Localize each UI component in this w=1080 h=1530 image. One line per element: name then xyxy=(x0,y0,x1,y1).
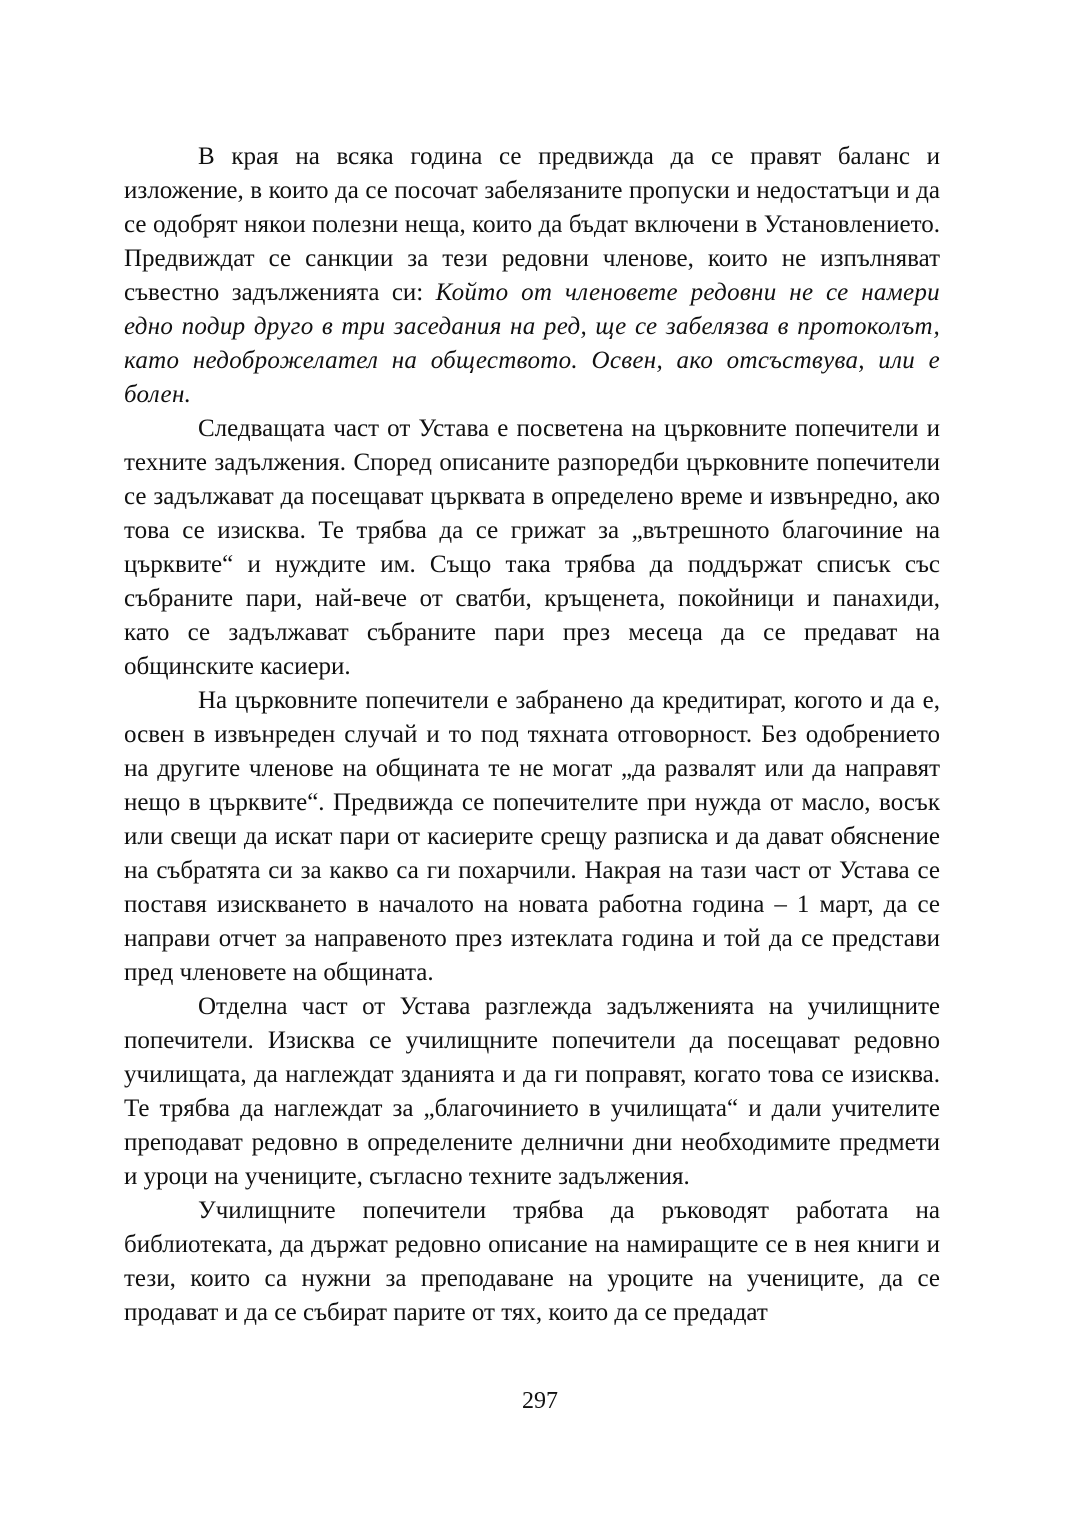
paragraph-3 xyxy=(124,684,940,990)
paragraph-1-italic-quote: Който от членовете редовни не се намери едно подир друго в три заседания на ред, ще се забелязва в протоколът, като недоброжелател на обществото. Освен, ако отсъствува, или е болен. xyxy=(124,279,940,408)
page-number: 297 xyxy=(522,1388,558,1414)
paragraph-2-text: Следващата част от Устава е посветена на църковните попечители и техните задължения. Според описаните разпоредби църковните попечители се задължават да посещават църквата в определено време и извънредно, ако това се изисква. Те трябва да се грижат за „вътрешното благочиние на църквите“ и нуждите им. Също така трябва да поддържат списък със събраните пари, най-вече от сватби, кръщенета, покойници и панахиди, като се задължават събраните пари през месеца да се предават на общинските касиери. xyxy=(124,415,940,680)
body-text xyxy=(124,140,940,1330)
paragraph-3-text: На църковните попечители е забранено да кредитират, когото и да е, освен в извънреден случай и то под тяхната отговорност. Без одобрението на другите членове на общината те не могат „да развалят или да направят нещо в църквите“. Предвижда се попечителите при нужда от масло, восък или свещи да искат пари от касиерите срещу разписка и да дават обяснение на събратята си за какво са ги похарчили. Накрая на тази част от Устава се поставя изискването в началото на новата работна година – 1 март, да се направи отчет за направеното през изтеклата година и той да се представи пред членовете на общината. xyxy=(124,687,940,986)
paragraph-2 xyxy=(124,412,940,684)
paragraph-4-text: Отделна част от Устава разглежда задълженията на училищните попечители. Изисква се училищните попечители да посещават редовно училищата, да наглеждат зданията и да ги поправят, когато това се изисква. Те трябва да наглеждат за „благочинието в училищата“ и дали учителите преподават редовно в определените делнични дни необходимите предмети и уроци на учениците, съгласно техните задължения. xyxy=(124,993,940,1190)
paragraph-5-text: Училищните попечители трябва да ръководят работата на библиотеката, да държат редовно описание на намиращите се в нея книги и тези, които са нужни за преподаване на уроците на учениците, да се продават и да се събират парите от тях, които да се предадат xyxy=(124,1197,940,1326)
paragraph-1-text: В края на всяка година се предвижда да се правят баланс и изложение, в които да се посочат забелязаните пропуски и недостатъци и да се одобрят някои полезни неща, които да бъдат включени в Установлението. Предвиждат се санкции за тези редовни членове, които не изпълняват съвестно задълженията си: xyxy=(124,143,940,306)
paragraph-4 xyxy=(124,990,940,1194)
paragraph-5 xyxy=(124,1194,940,1330)
paragraph-1 xyxy=(124,140,940,412)
